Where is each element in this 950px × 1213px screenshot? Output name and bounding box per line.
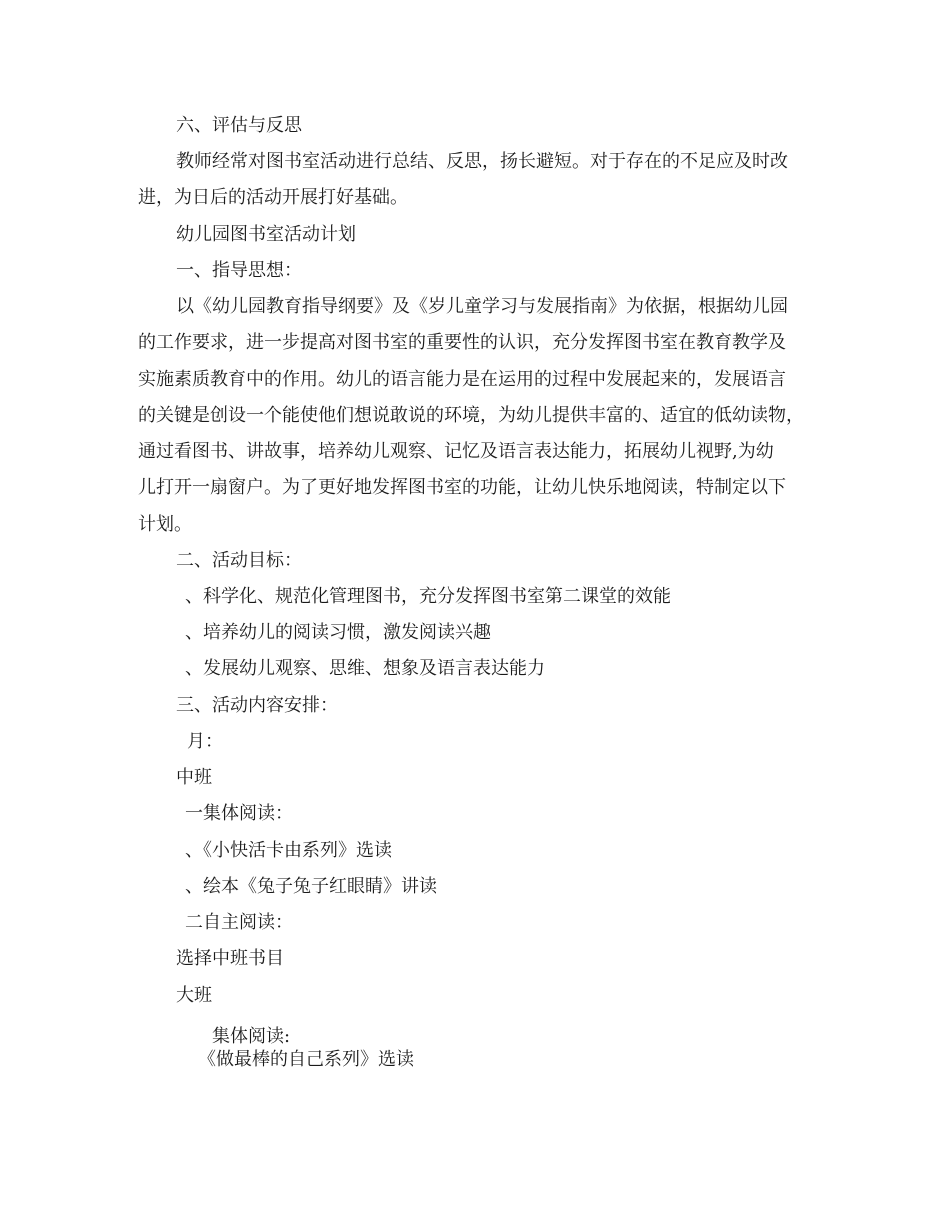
section1-heading: 一、指导思想： [176,260,302,281]
goal-item: 、培养幼儿的阅读习惯，激发阅读兴趣 [185,622,491,643]
paragraph-line: 儿打开一扇窗户。为了更好地发挥图书室的功能，让幼儿快乐地阅读，特制定以下 [138,477,786,498]
middle-group-item: 、绘本《兔子兔子红眼睛》讲读 [185,876,437,897]
paragraph-line: 实施素质教育中的作用。幼儿的语言能力是在运用的过程中发展起来的，发展语言 [138,369,786,390]
senior-group-item: 《做最棒的自己系列》选读 [198,1049,414,1070]
middle-class-label: 中班 [176,767,212,788]
middle-group-item: 、《小快活卡由系列》选读 [185,840,392,861]
senior-group-heading: 集体阅读: [212,1026,291,1047]
paragraph-line: 计划。 [138,514,192,535]
paragraph-line: 的关键是创设一个能使他们想说敢说的环境，为幼儿提供丰富的、适宜的低幼读物， [138,405,804,426]
paragraph-line: 以《幼儿园教育指导纲要》及《岁儿童学习与发展指南》为依据，根据幼儿园 [176,296,788,317]
middle-self-heading: 二自主阅读： [185,912,293,933]
paragraph-line: 教师经常对图书室活动进行总结、反思，扬长避短。对于存在的不足应及时改 [176,151,788,172]
section2-heading: 二、活动目标： [176,550,302,571]
section6-heading: 六、评估与反思 [176,115,302,136]
middle-self-text: 选择中班书目 [176,948,284,969]
goal-item: 、发展幼儿观察、思维、想象及语言表达能力 [185,658,545,679]
paragraph-line: 的工作要求，进一步提高对图书室的重要性的认识，充分发挥图书室在教育教学及 [138,332,786,353]
paragraph-line: 进，为日后的活动开展打好基础。 [138,187,408,208]
paragraph-line: 通过看图书、讲故事，培养幼儿观察、记忆及语言表达能力，拓展幼儿视野,为幼 [138,441,774,462]
senior-class-label: 大班 [176,985,212,1006]
section3-heading: 三、活动内容安排： [176,695,338,716]
month-label: 月： [187,731,223,752]
plan-title: 幼儿园图书室活动计划 [176,224,356,245]
middle-group-heading: 一集体阅读： [185,803,293,824]
goal-item: 、科学化、规范化管理图书，充分发挥图书室第二课堂的效能 [185,586,671,607]
